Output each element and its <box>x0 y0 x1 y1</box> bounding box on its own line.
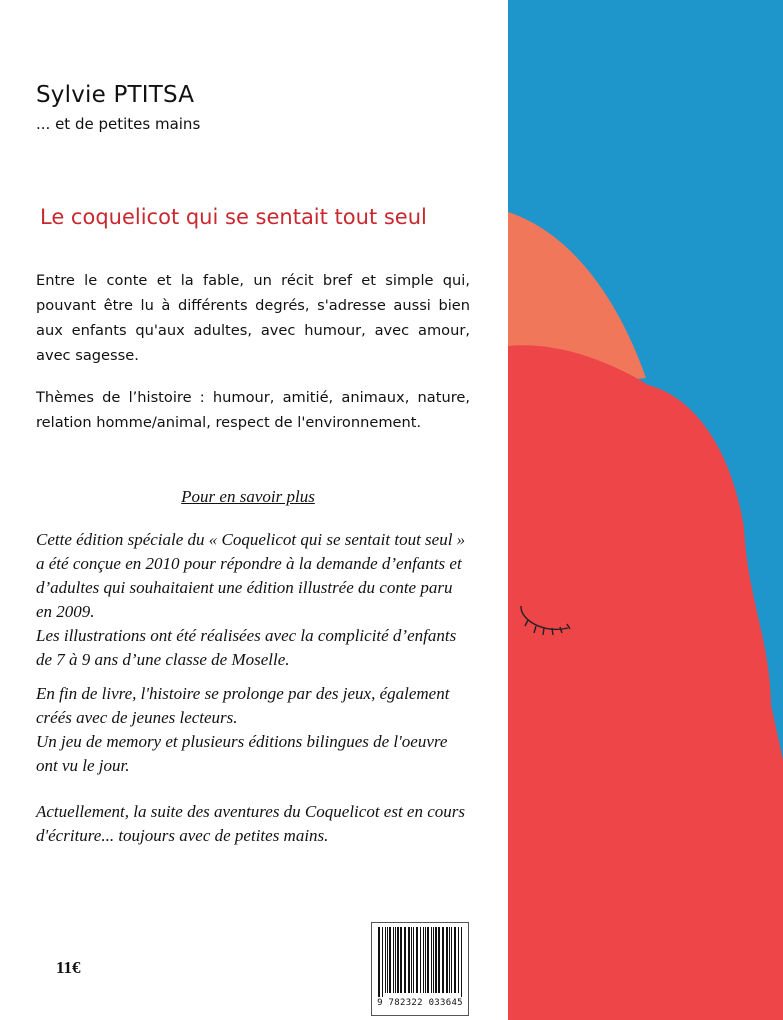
barcode-bar <box>451 927 452 993</box>
barcode-bar <box>382 927 383 997</box>
barcode-bar <box>431 927 432 993</box>
barcode-bar <box>435 927 437 993</box>
barcode-bar <box>446 927 448 993</box>
barcode-bar <box>433 927 434 993</box>
details-text <box>36 528 469 858</box>
barcode-bar <box>378 927 380 997</box>
intro-paragraph: Entre le conte et la fable, un récit bref et simple qui, pouvant être lu à différents degrés, s'adresse aussi bien aux enfants qu'aux adultes, avec humour, avec amour, avec sagesse. <box>36 272 470 364</box>
barcode-bar <box>416 927 418 993</box>
book-title: Le coquelicot qui se sentait tout seul <box>40 205 427 229</box>
more-info-heading: Pour en savoir plus <box>181 487 315 506</box>
intro-text <box>36 268 470 452</box>
barcode-bar <box>442 927 444 993</box>
details-paragraph <box>36 528 469 672</box>
barcode-bar <box>385 927 386 993</box>
barcode-bar <box>389 927 391 993</box>
barcode-bar <box>438 927 440 993</box>
barcode-bar <box>387 927 388 993</box>
barcode-bar <box>393 927 394 993</box>
details-memory-line: Un jeu de memory et plusieurs éditions bilingues de l'oeuvre ont vu le jour. <box>36 732 448 775</box>
barcode-bar <box>420 927 421 993</box>
barcode-bars <box>376 927 464 997</box>
barcode-bar <box>400 927 402 993</box>
barcode-bar <box>423 927 424 993</box>
price-label: 11€ <box>56 958 81 977</box>
barcode-bar <box>397 927 399 993</box>
details-edition-line: Cette édition spéciale du « Coquelicot qui se sentait tout seul » a été conçue en 2010 pour répondre à la demande d’enfants et d’adultes qui souhaitaient une édition illustrée du conte paru en 2009. <box>36 530 466 621</box>
author-tagline: ... et de petites mains <box>36 115 201 133</box>
barcode-bar <box>454 927 456 993</box>
details-paragraph: Actuellement, la suite des aventures du Coquelicot est en cours d'écriture... toujours avec de petites mains. <box>36 802 465 845</box>
barcode <box>371 922 469 1016</box>
barcode-bar <box>458 927 459 993</box>
barcode-bar <box>413 927 414 993</box>
barcode-bar <box>408 927 410 993</box>
barcode-bar <box>427 927 429 993</box>
themes-paragraph: Thèmes de l’histoire : humour, amitié, animaux, nature, relation homme/animal, respect de l'environnement. <box>36 389 470 431</box>
details-illustrations-line: Les illustrations ont été réalisées avec la complicité d’enfants de 7 à 9 ans d’une classe de Moselle. <box>36 626 457 669</box>
barcode-bar <box>425 927 426 993</box>
details-games-line: En fin de livre, l'histoire se prolonge par des jeux, également créés avec de jeunes lecteurs. <box>36 684 450 727</box>
barcode-bar <box>404 927 406 993</box>
barcode-bar <box>449 927 450 993</box>
details-paragraph <box>36 682 469 778</box>
barcode-bar <box>411 927 412 993</box>
isbn-number: 9 782322 033645 <box>377 998 463 1008</box>
cover-illustration <box>508 0 783 1020</box>
author-name: Sylvie PTITSA <box>36 82 195 108</box>
barcode-bar <box>461 927 462 997</box>
barcode-bar <box>395 927 396 993</box>
